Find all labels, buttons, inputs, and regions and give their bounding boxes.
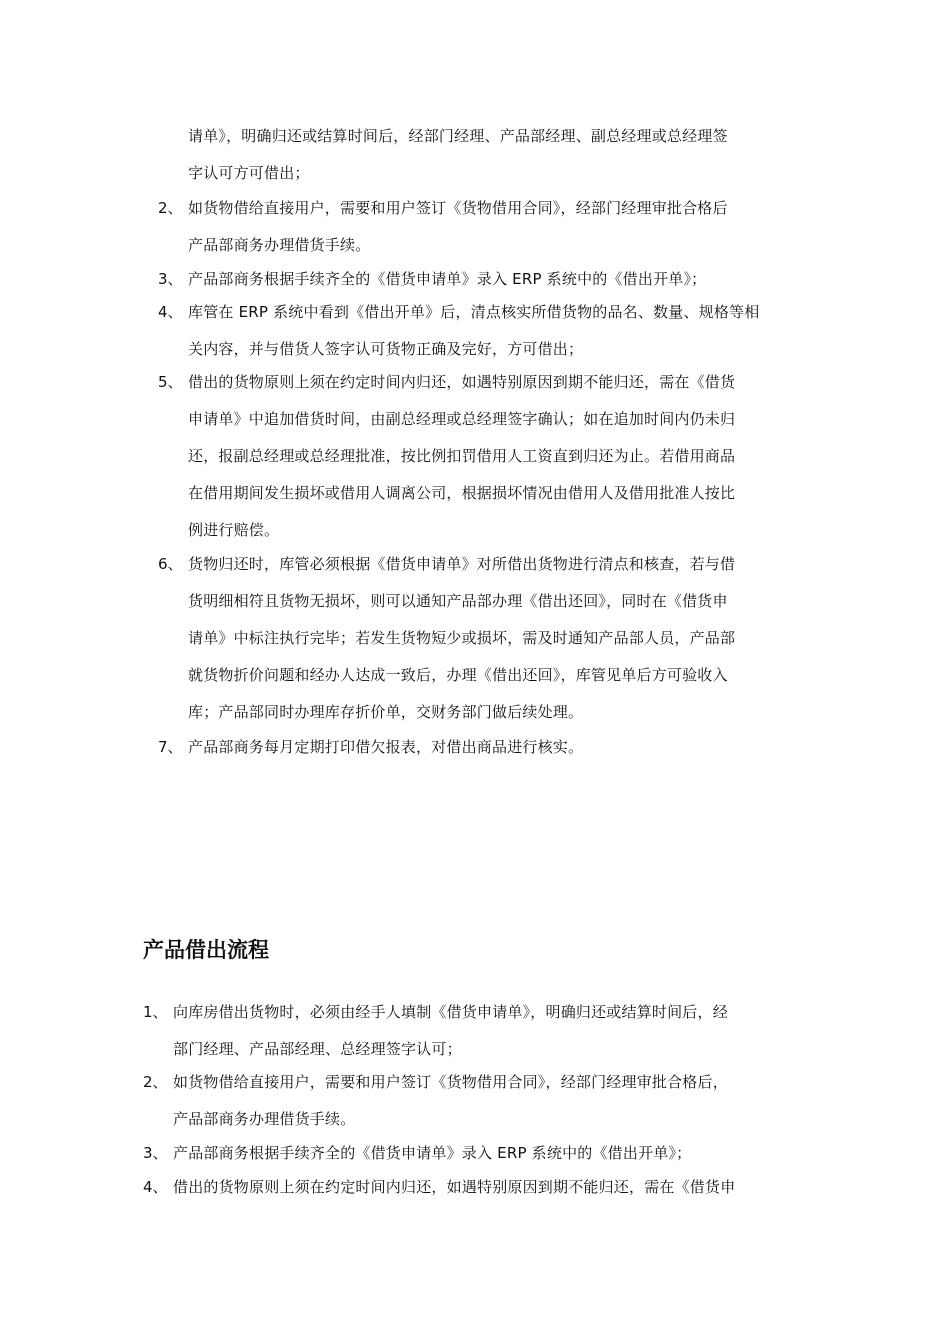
list-item-number: 7、 xyxy=(158,738,183,756)
paragraph-line: 货物归还时，库管必须根据《借货申请单》对所借出货物进行清点和核查，若与借 xyxy=(188,555,736,573)
list-item-continuation xyxy=(188,118,728,192)
list-item-number: 3、 xyxy=(158,270,183,288)
list-item xyxy=(143,1064,728,1138)
list-item xyxy=(158,261,706,298)
paragraph-line: 产品部商务办理借货手续。 xyxy=(188,236,371,254)
list-item-number: 4、 xyxy=(158,303,183,321)
list-item xyxy=(158,546,735,731)
paragraph-line: 产品部商务根据手续齐全的《借货申请单》录入 ERP 系统中的《借出开单》； xyxy=(188,270,707,288)
paragraph-line: 请单》中标注执行完毕；若发生货物短少或损坏，需及时通知产品部人员，产品部 xyxy=(188,629,736,647)
paragraph-line: 申请单》中追加借货时间，由副总经理或总经理签字确认；如在追加时间内仍未归 xyxy=(188,410,736,428)
paragraph-line: 产品部商务根据手续齐全的《借货申请单》录入 ERP 系统中的《借出开单》； xyxy=(173,1144,692,1162)
list-item-number: 3、 xyxy=(143,1144,168,1162)
paragraph-line: 就货物折价问题和经办人达成一致后，办理《借出还回》，库管见单后方可验收入 xyxy=(188,666,728,684)
list-item-number: 6、 xyxy=(158,555,183,573)
paragraph-line: 货明细相符且货物无损坏，则可以通知产品部办理《借出还回》，同时在《借货申 xyxy=(188,592,728,610)
list-item xyxy=(158,729,583,766)
paragraph-line: 借出的货物原则上须在约定时间内归还，如遇特别原因到期不能归还，需在《借货 xyxy=(188,373,736,391)
list-item xyxy=(158,294,760,368)
paragraph-line: 产品部商务每月定期打印借欠报表，对借出商品进行核实。 xyxy=(188,738,584,756)
section-title: 产品借出流程 xyxy=(143,938,269,962)
list-item xyxy=(143,1169,735,1206)
paragraph-line: 如货物借给直接用户，需要和用户签订《货物借用合同》，经部门经理审批合格后 xyxy=(188,199,728,217)
paragraph-line: 字认可方可借出； xyxy=(188,164,310,182)
paragraph-line: 例进行赔偿。 xyxy=(188,521,280,539)
list-item-number: 1、 xyxy=(143,1003,168,1021)
paragraph-line: 库；产品部同时办理库存折价单，交财务部门做后续处理。 xyxy=(188,703,584,721)
list-item-number: 2、 xyxy=(158,199,183,217)
paragraph-line: 如货物借给直接用户，需要和用户签订《货物借用合同》，经部门经理审批合格后， xyxy=(173,1073,728,1091)
paragraph-line: 在借用期间发生损坏或借用人调离公司，根据损坏情况由借用人及借用批准人按比 xyxy=(188,484,736,502)
list-item xyxy=(158,190,728,264)
paragraph-line: 借出的货物原则上须在约定时间内归还，如遇特别原因到期不能归还，需在《借货申 xyxy=(173,1178,736,1196)
paragraph-line: 库管在 ERP 系统中看到《借出开单》后，清点核实所借货物的品名、数量、规格等相 xyxy=(188,303,760,321)
paragraph-line: 关内容，并与借货人签字认可货物正确及完好，方可借出； xyxy=(188,340,584,358)
paragraph-line: 部门经理、产品部经理、总经理签字认可； xyxy=(173,1040,462,1058)
list-item xyxy=(158,364,735,549)
list-item-number: 2、 xyxy=(143,1073,168,1091)
paragraph-line: 产品部商务办理借货手续。 xyxy=(173,1110,356,1128)
list-item-number: 5、 xyxy=(158,373,183,391)
list-item xyxy=(143,1135,691,1172)
paragraph-line: 还，报副总经理或总经理批准，按比例扣罚借用人工资直到归还为止。若借用商品 xyxy=(188,447,736,465)
list-item-number: 4、 xyxy=(143,1178,168,1196)
paragraph-line: 向库房借出货物时，必须由经手人填制《借货申请单》，明确归还或结算时间后，经 xyxy=(173,1003,728,1021)
list-item xyxy=(143,994,728,1068)
paragraph-line: 请单》，明确归还或结算时间后，经部门经理、产品部经理、副总经理或总经理签 xyxy=(188,127,728,145)
